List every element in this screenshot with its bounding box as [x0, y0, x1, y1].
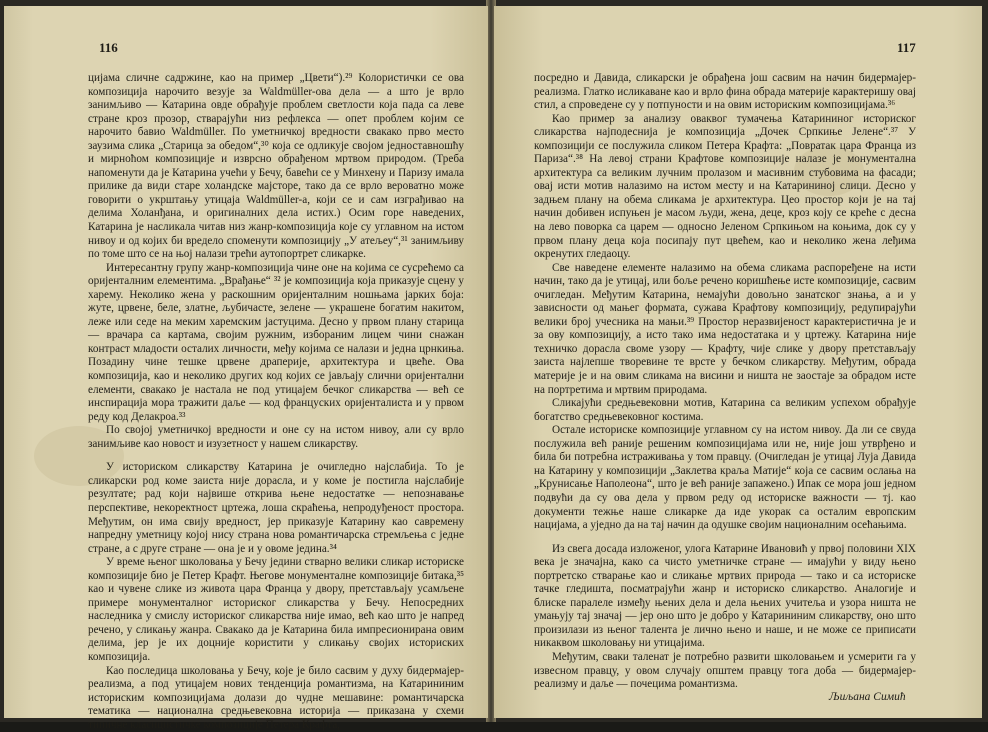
- paragraph: Све наведене елементе налазимо на обема сликама распоређене на исти начин, тако да је утицај, или боље речено коришћење исте композиције, сасвим очигледан. Међутим Катарина, немајући довољно занатског знања, а и у зависности од мањег формата, сужава Крафтову композицију, редупирајући велики број учесника на мањи.³⁹ Простор неразвијеност карактеристична је и за ову композицију, а исто тако има недостатака и у цртежу. Катарина није техничко дорасла своме узору — Крафту, чије слике у двору претстављају заиста најлепше творевине те врсте у бечком сликарству. Међутим, обрада материје је и на овим сликама на висини и ништа не заостаје за обрадом исте на портретима и мртвим природама.: [534, 261, 916, 396]
- paragraph: Интересантну групу жанр-композиција чине оне на којима се сусрећемо са оријенталним елементима. „Врађање“ ³² је композиција која приказује сцену у харему. Неколико жена у раскошним оријенталним ношњама јарких боја: жуте, црвене, беле, златне, љубичасте, зелене — украшене богатим накитом, леже или седе на меким харемским јастуцима. Десно у првом плану старица — врачара са картама, својим ружним, избораним лицем чини снажан контраст младости осталих личности, међу којима се налази и једна црнкиња. Позадину чине тешке црвене драперије, архитектура и цвеће. Ова композиција, као и неколико других код којих се јављају слични оријентални елементи, свакако је настала не под утицајем бечког сликарства — већ се инспирација мора тражити даље — код француских оријенталиста и у првом реду код Делакроа.³³: [88, 261, 464, 423]
- paragraph: У историском сликарству Катарина је очигледно најслабија. То је сликарски род коме заиста није дорасла, и у коме је постигла најслабије резултате; рад који највише открива њене недостатке — непознавање перспективе, некоректност цртежа, лоша скраћења, непродуђеност простора. Међутим, он има свију вредност, јер приказује Катарину као савремену напредну уметницу којој нису страна нова романтичарска стремљења с једне стране, а с друге стране — она је и у овоме једина.³⁴: [88, 461, 464, 555]
- paragraph: посредно и Давида, сликарски је обрађена још сасвим на начин бидермајер-реализма. Глатко исликаване као и врло фина обрада материје карактеришу овај стил, а спроведене су у потпуности и на овим историским композицијама.³⁶: [534, 72, 916, 112]
- right-page: [494, 6, 982, 718]
- paragraph: Из свега досада изложеног, улога Катарине Ивановић у првој половини XIX века је значајна, како са чисто уметничке стране — имајући у виду њено портретско стварање као и сликање мртвих природа — тако и са историске тачке гледишта, посматрајући жанр и историско сликарство. Аналогије и блиске паралеле између њених дела и дела њених учитеља и узора ништа не умањују тај значај — јер оно што је добро у Катарининим сликарству, оно што произилази из њеног талента је лично њено и наше, и не може се приписати никаквом школовању ни утицајима.: [534, 542, 916, 650]
- paragraph: Међутим, сваки таленат је потребно развити школовањем и усмерити га у извесном правцу, у овом случају општем правцу тога доба — бидермајер-реализму и даље — почецима романтизма.: [534, 650, 916, 691]
- right-page-body: [534, 72, 916, 692]
- paragraph: По својој уметничкој вредности и оне су на истом нивоу, али су врло занимљиве као новост и изузетност у нашем сликарству.: [88, 424, 464, 450]
- paragraph: У време њеног школовања у Бечу једини стварно велики сликар историске композиције био је Петер Крафт. Његове монументалне композиције битака,³⁵ као и чувене слике из живота цара Франца у двору, претстављају усамљене примере монументалног историског сликарства у Бечу. Непосредних наследника у смислу историског сликарства није имао, већ као што је напред речено, у сликању жанра. Свакако да је Катарина била импресионирана овим делима, јер је их доцније користити у сликању својих историских композиција.: [88, 556, 464, 663]
- paragraph: цијама сличне садржине, као на пример „Цвети“).²⁹ Колористички се ова композиција нарочито везује за Waldmüller-ова дела — а што је врло занимљиво — Катарина овде обрађује проблем светлости која пада са леве стране кроз прозор, стварајући низ рефлекса — опет проблем којим се нарочито бавио Waldmüller. По уметничкој вредности свакако прво место заузима слика „Старица за обедом“,³⁰ која се одликује својом једноставношћу и мирноћом композиције и изврсно обрађеном мртвом природом. (Треба напоменути да је Катарина учећи у Бечу, бавећи се у Минхену и Паризу имала прилике да види старе холандске мајсторе, тако да се врло вероватно може говорити о укрштању утицаја Waldmüller-а, који се и сам изграђивао на делима Холанђана, и оригиналних дела истих.) Осим горе наведених, Катарина је насликала читав низ жанр-композиција које су углавном на истом нивоу и од којих би вредело споменути композицију „У атељеу“,³¹ занимљиву по томе што се на њој налази трећи аутопортрет сликарке.: [88, 72, 464, 261]
- author-signature: Љиљана Симић: [829, 691, 906, 703]
- page-number: 117: [897, 40, 916, 55]
- left-page: [4, 6, 488, 731]
- paragraph: Сликајући средњевековни мотив, Катарина са великим успехом обрађује богатство средњевековног костима.: [534, 397, 916, 423]
- paragraph: Као последица школовања у Бечу, које је било сасвим у духу бидермајер-реализма, а под утицајем нових тенденција романтизма, на Катарининим историским композицијама долази до чудне мешавине: романтичарска тематика — национална средњевековна историја — приказана у схеми типичне класицистичке композиције Петера Крафта,: [88, 664, 464, 731]
- paragraph: Остале историске композиције углавном су на истом нивоу. Да ли се свуда послужила већ раније решеним композицијама или не, није још утврђено и била би потребна истраживања у том правцу. (Очигледан је утицај Луја Давида на Катарину у композицији „Заклетва краља Матије“ која се сасвим ослања на „Крунисање Наполеона“, што је већ раније запажено.) Ипак се мора још једном подвући да су ова дела у првом реду од историске важности — тј. као документи тежње наше сликарке да иде укорак са осталим европским нацијама, а уједно да на тај начин да одушке својим националним осећањима.: [534, 424, 916, 532]
- page-number: 116: [99, 40, 118, 55]
- paragraph: Као пример за анализу оваквог тумачења Катарининог историског сликарства најподеснија је композиција „Дочек Српкиње Јелене“.³⁷ У композицији се послужила сликом Петера Крафта: „Повратак цара Франца из Париза“.³⁸ На левој страни Крафтове композиције налазе је монументална архитектура са великим лучним пролазом и масивним стубовима на фасади; овај исти мотив налазимо на истом месту и на Катарининој слици. Десно у задњем плану на обема сликама је архитектура. Цео простор који је на тај начин добивен испуњен је масом људи, жена, деце, кроз коју се креће с десна на лево поворка са царем — односно Јеленом Српкињом на коњима, док су у првом плану деца која посипају пут цвећем, као и неколико жена леђима окренутих гледаоцу.: [534, 112, 916, 261]
- left-page-body: [88, 72, 464, 732]
